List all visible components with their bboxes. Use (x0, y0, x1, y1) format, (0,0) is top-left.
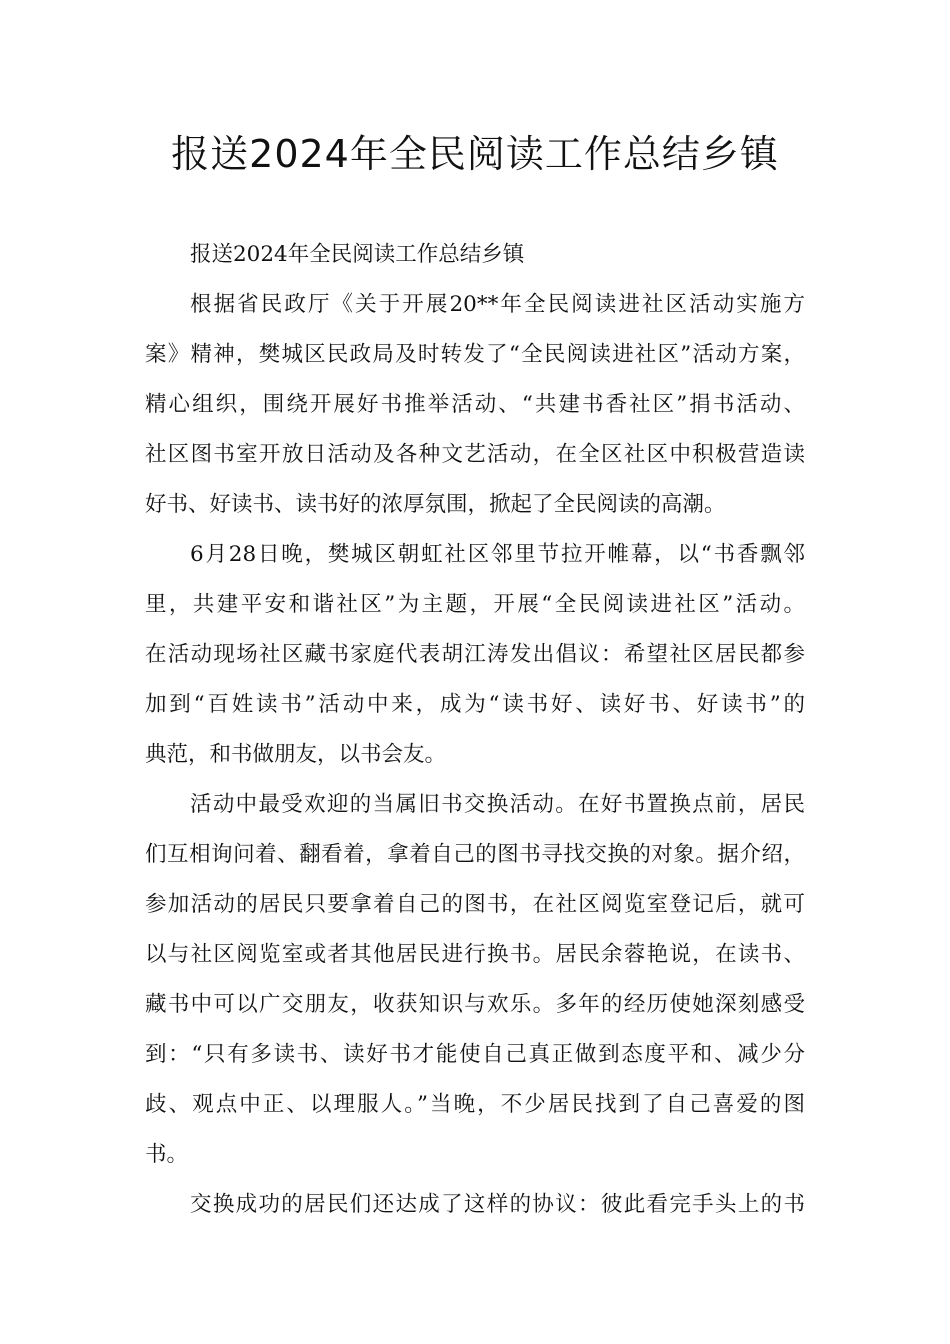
paragraph-line: 书。 (145, 1142, 189, 1167)
paragraph-line: 参加活动的居民只要拿着自己的图书，在社区阅览室登记后，就可 (145, 892, 805, 917)
paragraph-line: 典范，和书做朋友，以书会友。 (145, 742, 447, 767)
paragraph-line: 藏书中可以广交朋友，收获知识与欢乐。多年的经历使她深刻感受 (145, 992, 805, 1017)
paragraph-line: 报送2024年全民阅读工作总结乡镇 (190, 242, 525, 267)
paragraph-line: 以与社区阅览室或者其他居民进行换书。居民余蓉艳说，在读书、 (145, 942, 805, 967)
paragraph-line: 案》精神，樊城区民政局及时转发了“全民阅读进社区”活动方案， (145, 342, 805, 367)
document-title: 报送2024年全民阅读工作总结乡镇 (171, 132, 779, 176)
paragraph-line: 精心组织，围绕开展好书推举活动、“共建书香社区”捐书活动、 (145, 392, 805, 417)
paragraph-line: 里，共建平安和谐社区”为主题，开展“全民阅读进社区”活动。 (145, 592, 805, 617)
paragraph-line: 社区图书室开放日活动及各种文艺活动，在全区社区中积极营造读 (145, 442, 805, 467)
paragraph-line: 在活动现场社区藏书家庭代表胡江涛发出倡议：希望社区居民都参 (145, 642, 805, 667)
paragraph-line: 好书、好读书、读书好的浓厚氛围，掀起了全民阅读的高潮。 (145, 492, 726, 517)
paragraph-line: 到：“只有多读书、读好书才能使自己真正做到态度平和、减少分 (145, 1042, 805, 1067)
paragraph-line: 交换成功的居民们还达成了这样的协议：彼此看完手头上的书 (190, 1192, 805, 1217)
paragraph-line: 活动中最受欢迎的当属旧书交换活动。在好书置换点前，居民 (190, 792, 805, 817)
paragraph-line: 6月28日晚，樊城区朝虹社区邻里节拉开帷幕，以“书香飘邻 (190, 542, 805, 567)
document-body (145, 230, 805, 1230)
paragraph-line: 根据省民政厅《关于开展20**年全民阅读进社区活动实施方 (190, 292, 805, 317)
paragraph-line: 加到“百姓读书”活动中来，成为“读书好、读好书、好读书”的 (145, 692, 805, 717)
paragraph-line: 们互相询问着、翻看着，拿着自己的图书寻找交换的对象。据介绍， (145, 842, 805, 867)
paragraph-line: 歧、观点中正、以理服人。”当晚，不少居民找到了自己喜爱的图 (145, 1092, 805, 1117)
